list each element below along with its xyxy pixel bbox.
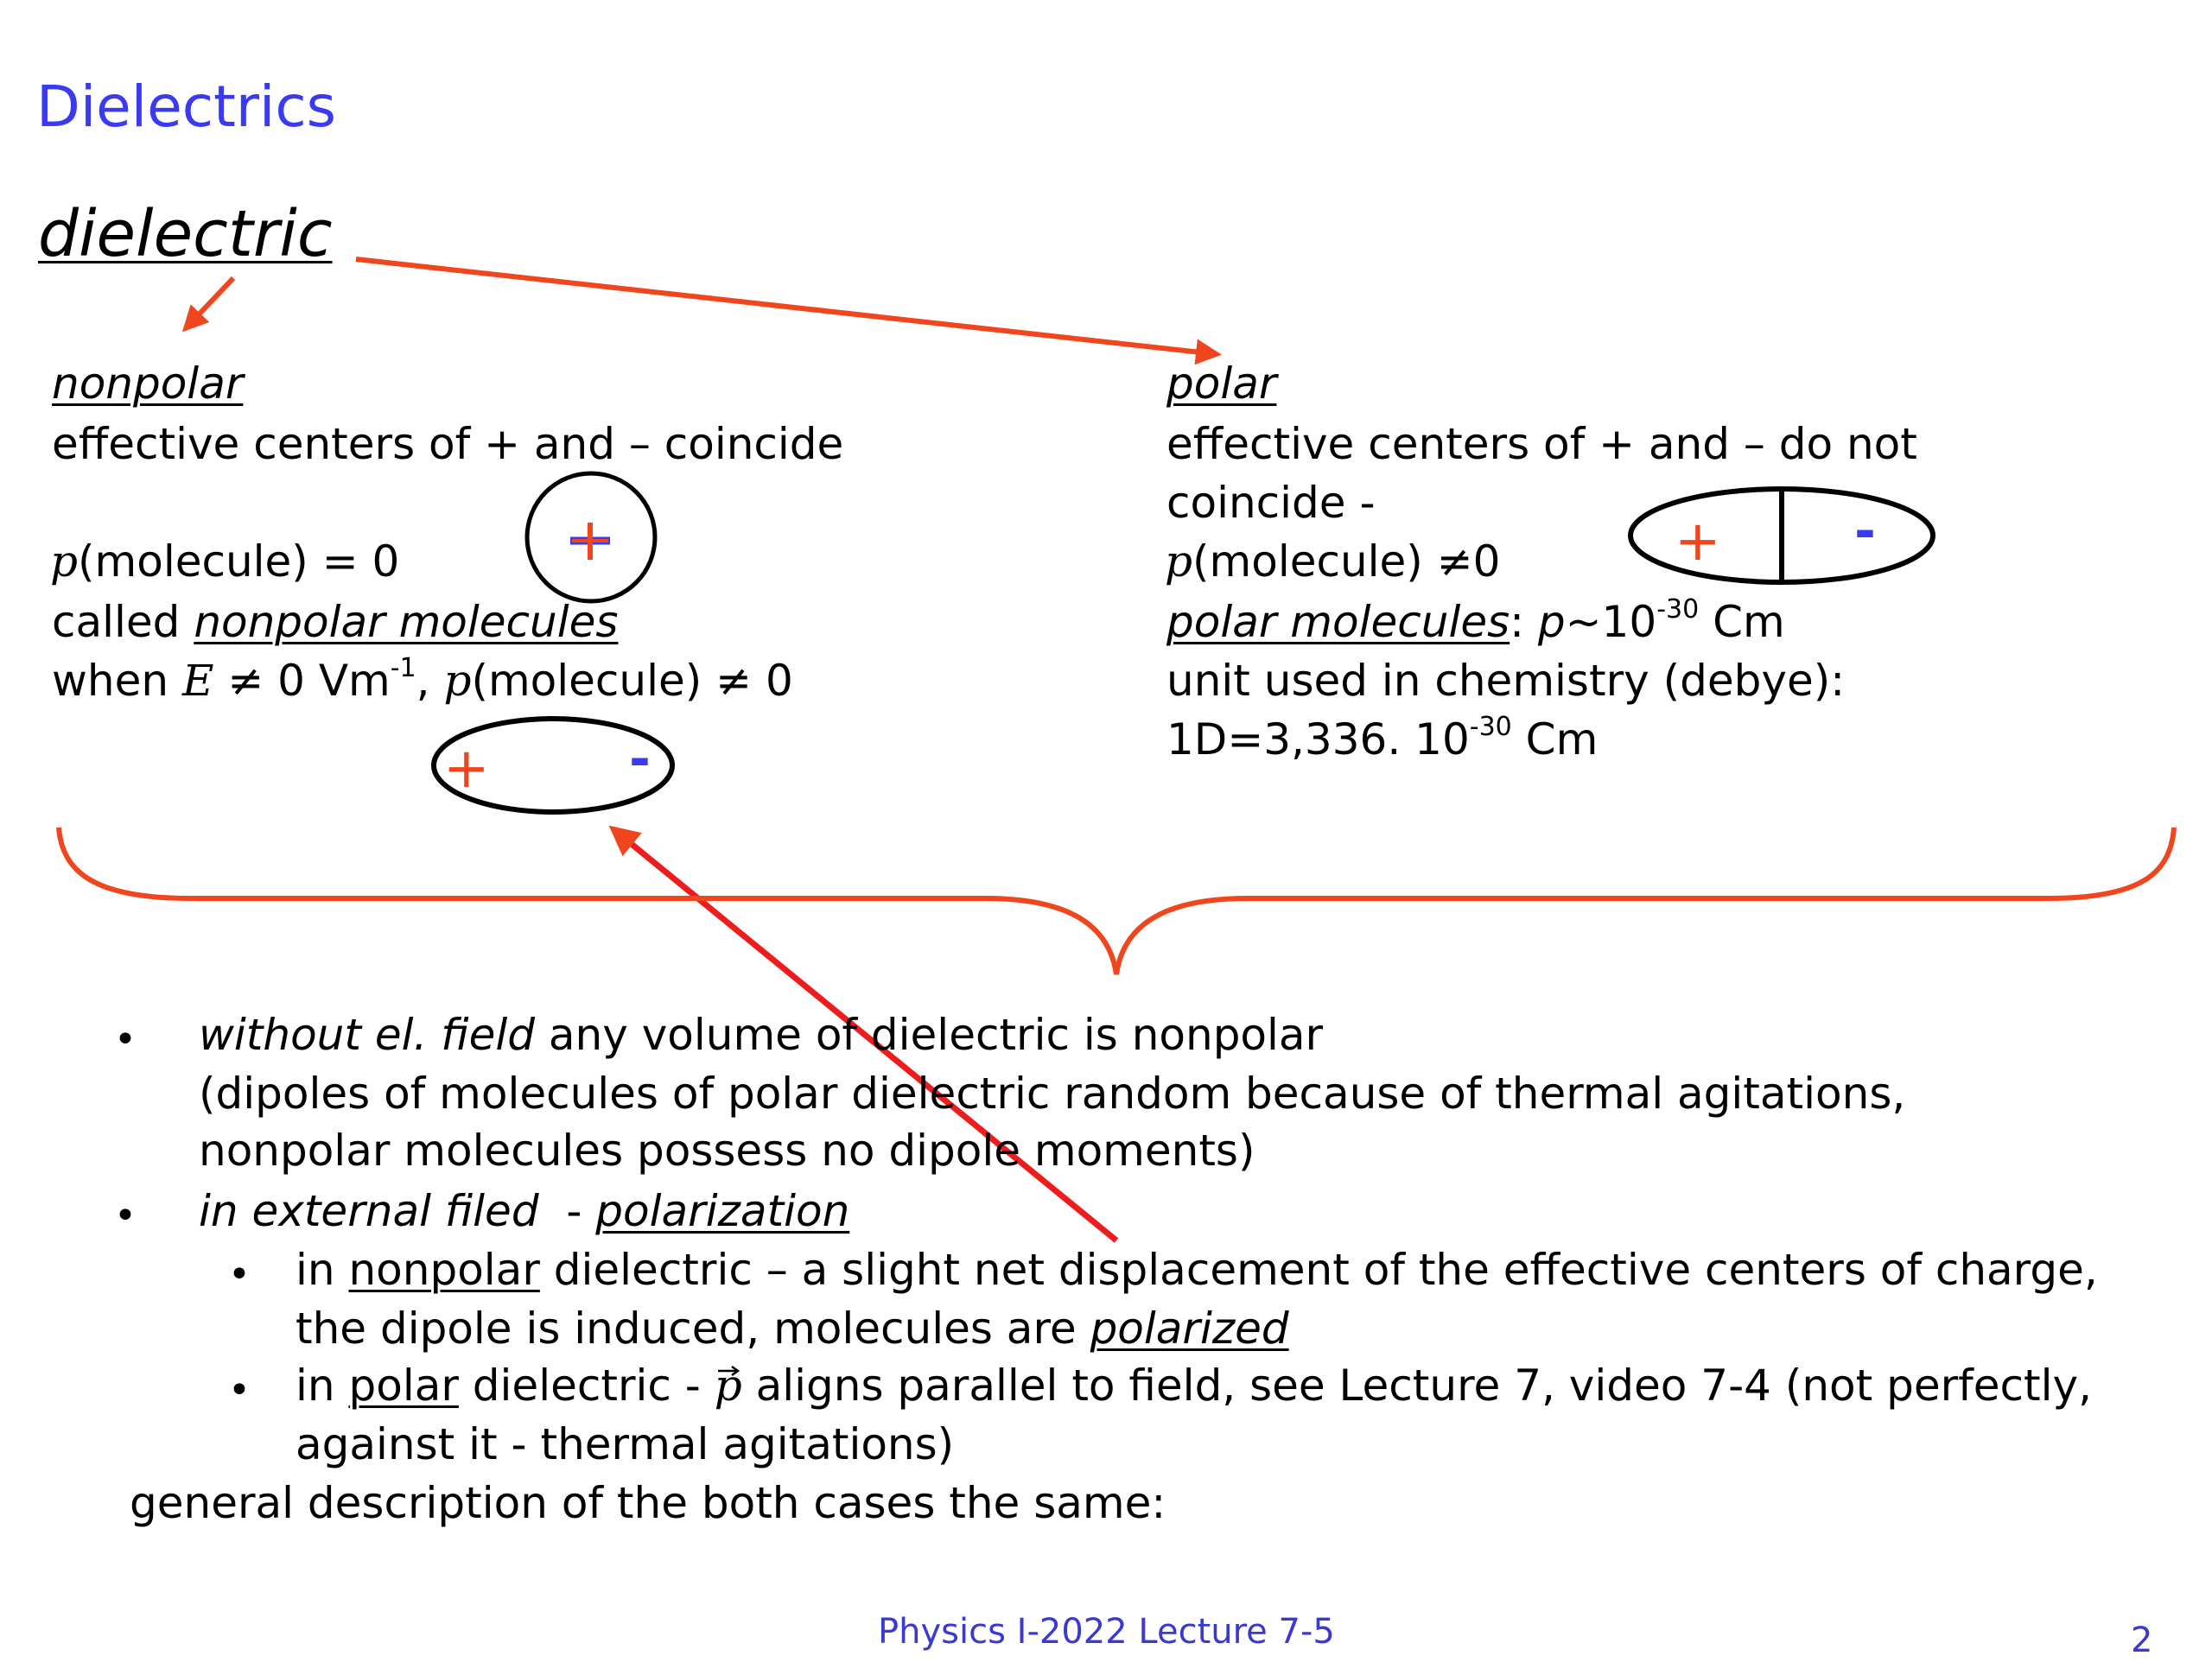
nonpolar-called-line [52, 593, 618, 651]
comma: , [416, 656, 444, 706]
general-description-line: general description of the both cases the same: [130, 1478, 1166, 1528]
debye-unit: Cm [1511, 714, 1599, 764]
sub-bullet1-text: dielectric – a slight net displacement of the effective centers of charge, [539, 1245, 2098, 1295]
p-symbol: p [50, 536, 79, 587]
nonpolar-field-line [52, 651, 793, 710]
p-nonzero: (molecule) ≠ 0 [471, 656, 793, 706]
sub-bullet1-line2 [296, 1299, 1289, 1358]
polar-heading: polar [1166, 358, 1277, 409]
when-prefix: when [52, 656, 182, 706]
sub-bullet2-mid: dielectric - [458, 1361, 715, 1411]
polar-molecules-term: polar molecules [1166, 597, 1510, 647]
dipole-magnitude: ~10 [1565, 597, 1657, 647]
sub-bullet1-text2: the dipole is induced, molecules are [296, 1304, 1090, 1354]
prefix: in [296, 1361, 349, 1411]
sub-bullet-marker: • [228, 1368, 251, 1412]
dash: - [538, 1186, 596, 1236]
slide-footer: Physics I-2022 Lecture 7-5 [878, 1612, 1335, 1652]
polar-definition-line1: effective centers of + and – do not [1166, 419, 1917, 469]
bullet1-text: any volume of dielectric is nonpolar [535, 1010, 1324, 1060]
polarized-term: polarized [1090, 1304, 1289, 1354]
sub-bullet2-line2: against it - thermal agitations) [296, 1419, 955, 1469]
induced-plus-sign: + [443, 737, 490, 801]
debye-unit-line: unit used in chemistry (debye): [1166, 656, 1846, 706]
nonpolar-dipole-zero [50, 532, 399, 591]
polar-definition-line2: coincide - [1166, 478, 1376, 528]
field-exponent: -1 [390, 653, 416, 683]
dipole-unit: Cm [1699, 597, 1785, 647]
p-value: (molecule) ≠0 [1192, 536, 1501, 587]
called-prefix: called [52, 597, 194, 647]
p-symbol: p [1165, 536, 1193, 587]
polar-molecules-line [1166, 593, 1785, 651]
induced-minus-sign: - [629, 729, 651, 790]
E-symbol: E [181, 656, 214, 706]
debye-exponent: -30 [1469, 712, 1512, 742]
p-value: (molecule) = 0 [78, 536, 400, 587]
nonpolar-heading: nonpolar [52, 358, 244, 409]
polar-dipole-nonzero [1165, 532, 1500, 591]
polarization-term: polarization [595, 1186, 850, 1236]
prefix: in [296, 1245, 349, 1295]
sub-bullet2-line1 [296, 1356, 2092, 1415]
sub-bullet2-text: aligns parallel to field, see Lecture 7, video 7-4 (not perfectly, [741, 1361, 2092, 1411]
debye-value-line [1166, 710, 1598, 769]
p-vector-letter: p [714, 1361, 742, 1411]
polar-term: polar [348, 1361, 459, 1411]
without-field-term: without el. field [199, 1010, 535, 1060]
sub-bullet1-line1 [296, 1240, 2098, 1299]
page-number: 2 [2131, 1621, 2153, 1660]
p-symbol: p [1537, 597, 1566, 647]
curly-brace [59, 828, 2174, 974]
arrow-to-polar [356, 259, 1217, 354]
root-term-dielectric: dielectric [38, 197, 333, 271]
debye-value: 1D=3,336. 10 [1166, 714, 1470, 764]
sub-bullet-marker: • [228, 1253, 251, 1297]
nonpolar-term: nonpolar [348, 1245, 540, 1295]
bullet2-line [199, 1182, 849, 1240]
arrow-to-nonpolar [186, 278, 233, 328]
colon: : [1510, 597, 1538, 647]
p-vector-symbol [715, 1361, 742, 1411]
p-symbol: p [443, 656, 472, 706]
bullet1-line3: nonpolar molecules possess no dipole moments) [199, 1126, 1255, 1176]
polar-plus-sign: + [1675, 510, 1721, 574]
bullet1-line1 [199, 1005, 1323, 1064]
dipole-exponent: -30 [1656, 594, 1700, 625]
field-value: ≠ 0 Vm [213, 656, 391, 706]
bullet1-line2: (dipoles of molecules of polar dielectric random because of thermal agitations, [199, 1069, 1906, 1119]
bullet-marker: • [114, 1018, 137, 1062]
bullet-marker: • [114, 1194, 137, 1238]
nonpolar-definition: effective centers of + and – coincide [52, 419, 844, 469]
polar-minus-sign: - [1854, 501, 1876, 561]
nonpolar-molecules-term: nonpolar molecules [194, 597, 619, 647]
slide-title: Dielectrics [36, 73, 337, 140]
external-field-term: in external filed [199, 1186, 539, 1236]
vector-arrow-icon [716, 1364, 741, 1378]
